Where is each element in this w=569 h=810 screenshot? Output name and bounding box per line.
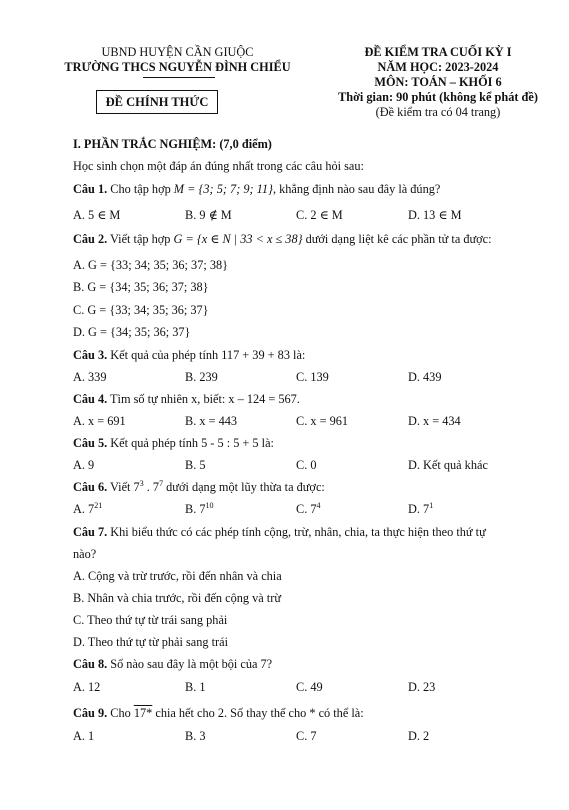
question-1 (73, 182, 440, 197)
question-text: dưới dạng một lũy thừa ta được: (163, 480, 325, 494)
question-text: Viết 7 (110, 480, 140, 494)
q5-option-a: A. 9 (73, 458, 95, 472)
exponent: 4 (316, 500, 321, 510)
q8-option-a: A. 12 (73, 680, 101, 694)
q3-option-d: D. 439 (408, 370, 442, 384)
question-7-line2: nào? (73, 547, 97, 561)
exponent: 7 (159, 478, 164, 488)
q4-option-c: C. x = 961 (296, 414, 349, 428)
q4-option-a: A. x = 691 (73, 414, 126, 428)
q1-option-c: C. 2 ∈ M (296, 208, 343, 222)
question-text: Số nào sau đây là một bội của 7? (110, 657, 273, 671)
q6-option-c (296, 502, 321, 517)
exponent: 10 (205, 500, 214, 510)
q3-option-a: A. 339 (73, 370, 107, 384)
exponent: 1 (429, 500, 434, 510)
question-text: Cho tập hợp (110, 182, 174, 196)
question-label: Câu 9. (73, 706, 108, 720)
question-text: Tìm số tự nhiên x, biết: x – 124 = 567. (110, 392, 300, 406)
school-year: NĂM HỌC: 2023-2024 (377, 60, 499, 74)
q7-option-a: A. Cộng và trừ trước, rồi đến nhân và chia (73, 569, 282, 583)
page-count: (Đề kiểm tra có 04 trang) (375, 105, 501, 119)
question-5 (73, 436, 274, 451)
q4-option-d: D. x = 434 (408, 414, 461, 428)
section-instruction: Học sinh chọn một đáp án đúng nhất trong các câu hỏi sau: (73, 159, 364, 173)
q9-option-b: B. 3 (185, 729, 206, 743)
q2-option-c: C. G = {33; 34; 35; 36; 37} (73, 303, 209, 317)
q7-option-d: D. Theo thứ tự từ phải sang trái (73, 635, 229, 649)
question-text: Kết quả của phép tính 117 + 39 + 83 là: (110, 348, 306, 362)
question-4 (73, 392, 300, 407)
exam-title: ĐỀ KIỂM TRA CUỐI KỲ I (364, 45, 512, 59)
question-label: Câu 5. (73, 436, 108, 450)
exponent: 3 (139, 478, 144, 488)
q9-option-d: D. 2 (408, 729, 430, 743)
question-math: M = {3; 5; 7; 9; 11} (173, 182, 273, 196)
q1-option-a: A. 5 ∈ M (73, 208, 121, 222)
q6-option-d (408, 502, 433, 517)
overlined-number: 17* (133, 706, 153, 720)
question-text: . 7 (143, 480, 160, 494)
q4-option-b: B. x = 443 (185, 414, 238, 428)
question-label: Câu 6. (73, 480, 108, 494)
school-underline (143, 77, 215, 78)
q2-option-b: B. G = {34; 35; 36; 37; 38} (73, 280, 209, 294)
section-title: I. PHẦN TRẮC NGHIỆM: (7,0 điểm) (73, 137, 272, 151)
option-base: B. 7 (185, 502, 206, 516)
option-base: C. 7 (296, 502, 317, 516)
q1-option-b: B. 9 ∉ M (185, 208, 232, 222)
question-8 (73, 657, 272, 672)
question-text: Kết quả phép tính 5 - 5 : 5 + 5 là: (110, 436, 274, 450)
q3-option-b: B. 239 (185, 370, 218, 384)
q5-option-d: D. Kết quả khác (408, 458, 488, 472)
official-label: ĐỀ CHÍNH THỨC (96, 90, 218, 114)
question-9 (73, 706, 364, 721)
duration: Thời gian: 90 phút (không kể phát đề) (338, 90, 538, 104)
question-text: Khi biểu thức có các phép tính cộng, trừ, nhân, chia, ta thực hiện theo thứ tự (110, 525, 486, 539)
question-7 (73, 525, 486, 540)
q8-option-b: B. 1 (185, 680, 206, 694)
q9-option-c: C. 7 (296, 729, 317, 743)
question-2 (73, 232, 492, 247)
question-text: Cho (110, 706, 134, 720)
option-base: D. 7 (408, 502, 430, 516)
q5-option-b: B. 5 (185, 458, 206, 472)
question-3 (73, 348, 305, 363)
subject: MÔN: TOÁN – KHỐI 6 (374, 75, 502, 89)
question-label: Câu 1. (73, 182, 108, 196)
question-6 (73, 480, 325, 495)
school-name: TRƯỜNG THCS NGUYỄN ĐÌNH CHIỂU (64, 60, 291, 74)
q7-option-c: C. Theo thứ tự từ trái sang phải (73, 613, 228, 627)
q9-option-a: A. 1 (73, 729, 95, 743)
question-text: dưới dạng liệt kê các phần tử ta được: (302, 232, 492, 246)
q6-option-a (73, 502, 102, 517)
q8-option-c: C. 49 (296, 680, 323, 694)
question-label: Câu 2. (73, 232, 108, 246)
option-base: A. 7 (73, 502, 95, 516)
question-label: Câu 7. (73, 525, 108, 539)
question-label: Câu 8. (73, 657, 108, 671)
q5-option-c: C. 0 (296, 458, 317, 472)
q8-option-d: D. 23 (408, 680, 436, 694)
q2-option-a: A. G = {33; 34; 35; 36; 37; 38} (73, 258, 229, 272)
q3-option-c: C. 139 (296, 370, 329, 384)
question-math: G = {x ∈ N | 33 < x ≤ 38} (173, 232, 303, 246)
q7-option-b: B. Nhân và chia trước, rồi đến cộng và trừ (73, 591, 281, 605)
q2-option-d: D. G = {34; 35; 36; 37} (73, 325, 191, 339)
question-text: , khẳng định nào sau đây là đúng? (272, 182, 441, 196)
question-text: chia hết cho 2. Số thay thế cho * có thể là: (152, 706, 364, 720)
q1-option-d: D. 13 ∈ M (408, 208, 462, 222)
question-label: Câu 3. (73, 348, 108, 362)
question-text: Viết tập hợp (110, 232, 174, 246)
exponent: 21 (94, 500, 103, 510)
question-label: Câu 4. (73, 392, 108, 406)
q6-option-b (185, 502, 214, 517)
department-name: UBND HUYỆN CẦN GIUỘC (101, 45, 254, 59)
